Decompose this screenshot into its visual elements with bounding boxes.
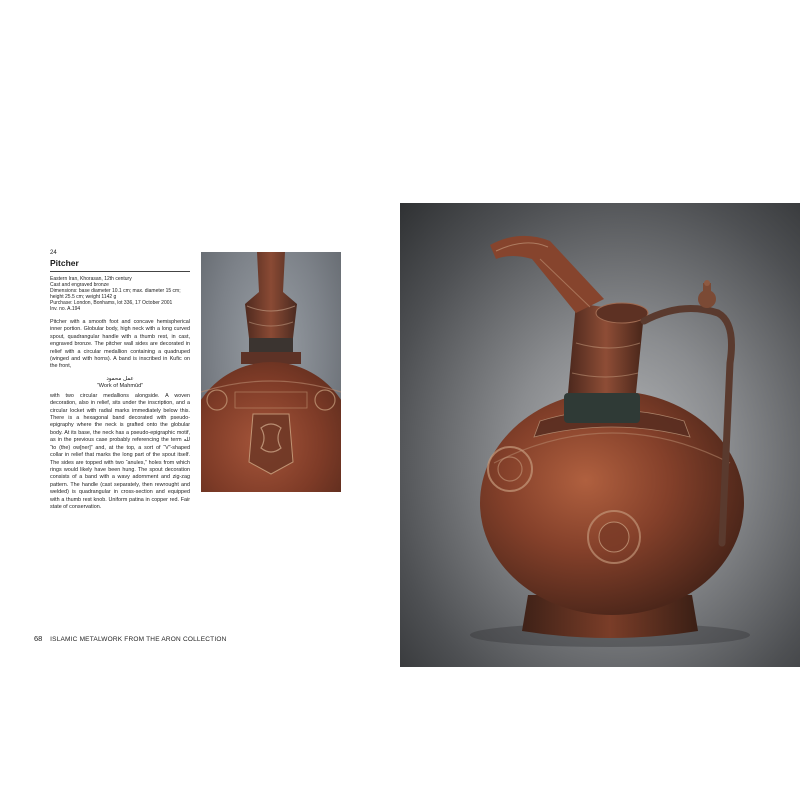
inscription-block [50, 376, 190, 390]
pitcher-detail-image [201, 252, 341, 492]
inscription-arabic: عمل محمود [106, 375, 134, 382]
page-footer [34, 635, 227, 644]
catalogue-number: 24 [50, 250, 57, 256]
description-paragraph-1: Pitcher with a smooth foot and concave hemispherical inner portion. Globular body, high neck with a long curved spout, quadrangular handle with a thumb rest, in cast, engraved bronze. The pitcher wall sides are decorated in relief with a circular medallion containing a quadruped (winged and with horns). A band is inscribed in Kufic on the front, [50, 319, 190, 370]
pitcher-detail-photo [201, 252, 341, 492]
meta-line: Dimensions: base diameter 10.1 cm; max. diameter 15 cm; [50, 288, 181, 294]
title-rule [50, 271, 190, 272]
description-paragraph-2: with two circular medallions alongside. A woven decoration, also in relief, sits under the inscription, and a circular locket with radial marks immediately below this. There is a hexagonal band decorated with pseudo-epigraphy where the neck is grafted onto the globular body. At its base, the neck has a pseudo-epigraphic motif, as in the previous case probably referencing the term لله “to (the) ow[ner]” and, at the top, a sort of “V”-shaped collar in relief that marks the long part of the spout itself. The sides are topped with two “anules,” holes from which rings would likely have been hung. The spout decoration consists of a band with a wavy adornment and zig-zag pattern. The handle (cast separately, then rewrought and welded) is quadrangular in cross-section and equipped with a thumb rest knob. Uniform patina in copper red. Fair state of conservation. [50, 392, 190, 510]
running-title: ISLAMIC METALWORK FROM THE ARON COLLECTION [50, 636, 227, 643]
pitcher-main-photo [400, 203, 800, 667]
catalogue-entry [50, 250, 190, 511]
page-number: 68 [34, 634, 43, 643]
inscription-translation: “Work of Mahmūd” [96, 382, 144, 389]
pitcher-main-image [400, 203, 800, 667]
meta-line: Eastern Iran, Khorasan, 12th century [50, 276, 132, 282]
meta-line: height 25.5 cm; weight 1142 g [50, 294, 117, 300]
meta-line: Purchase: London, Bonhams, lot 336, 17 October 2001 [50, 300, 173, 306]
object-metadata [50, 276, 190, 312]
entry-title: Pitcher [50, 258, 79, 268]
meta-line: Inv. no. A.194 [50, 306, 81, 312]
meta-line: Cast and engraved bronze [50, 282, 109, 288]
